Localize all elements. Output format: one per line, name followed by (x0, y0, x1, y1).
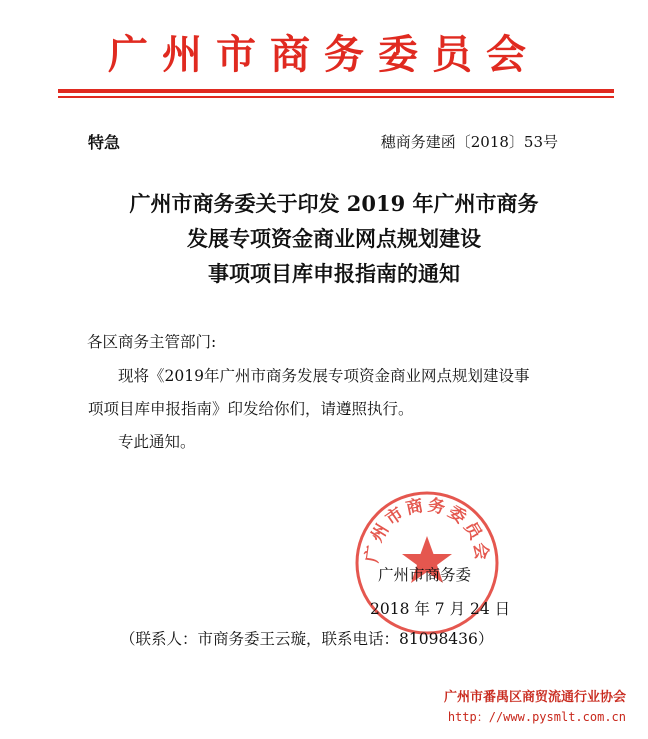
signature-organization: 广州市商务委 (378, 566, 472, 584)
title-line-1: 广州市商务委关于印发 2019 年广州市商务 (129, 191, 539, 216)
document-number: 穗商务建函〔2018〕53号 (380, 133, 558, 151)
body-paragraph-2: 专此通知。 (118, 433, 196, 451)
contact-line: （联系人：市商务委王云璇，联系电话：81098436） (120, 630, 494, 648)
masthead-red-rule (58, 89, 614, 93)
signature-date: 2018 年 7 月 24 日 (370, 600, 511, 618)
title-line-2: 发展专项资金商业网点规划建设 (187, 226, 481, 251)
footer-watermark-org: 广州市番禺区商贸流通行业协会 (443, 690, 626, 705)
masthead-title: 广州市商务委员会 (108, 32, 540, 78)
salutation: 各区商务主管部门: (87, 333, 217, 351)
footer-watermark-url: http：//www.pysmlt.com.cn (447, 710, 626, 724)
masthead-red-rule-thin (58, 96, 614, 98)
body-paragraph-1-line-1: 现将《2019年广州市商务发展专项资金商业网点规划建设事 (118, 367, 530, 385)
title-line-3: 事项项目库申报指南的通知 (208, 261, 460, 286)
document-title (60, 186, 608, 291)
urgency-label: 特急 (88, 133, 121, 152)
body-paragraph-1-line-2: 项项目库申报指南》印发给你们，请遵照执行。 (88, 400, 414, 418)
svg-text:广州市商务委员会: 广州市商务委员会 (362, 495, 492, 564)
